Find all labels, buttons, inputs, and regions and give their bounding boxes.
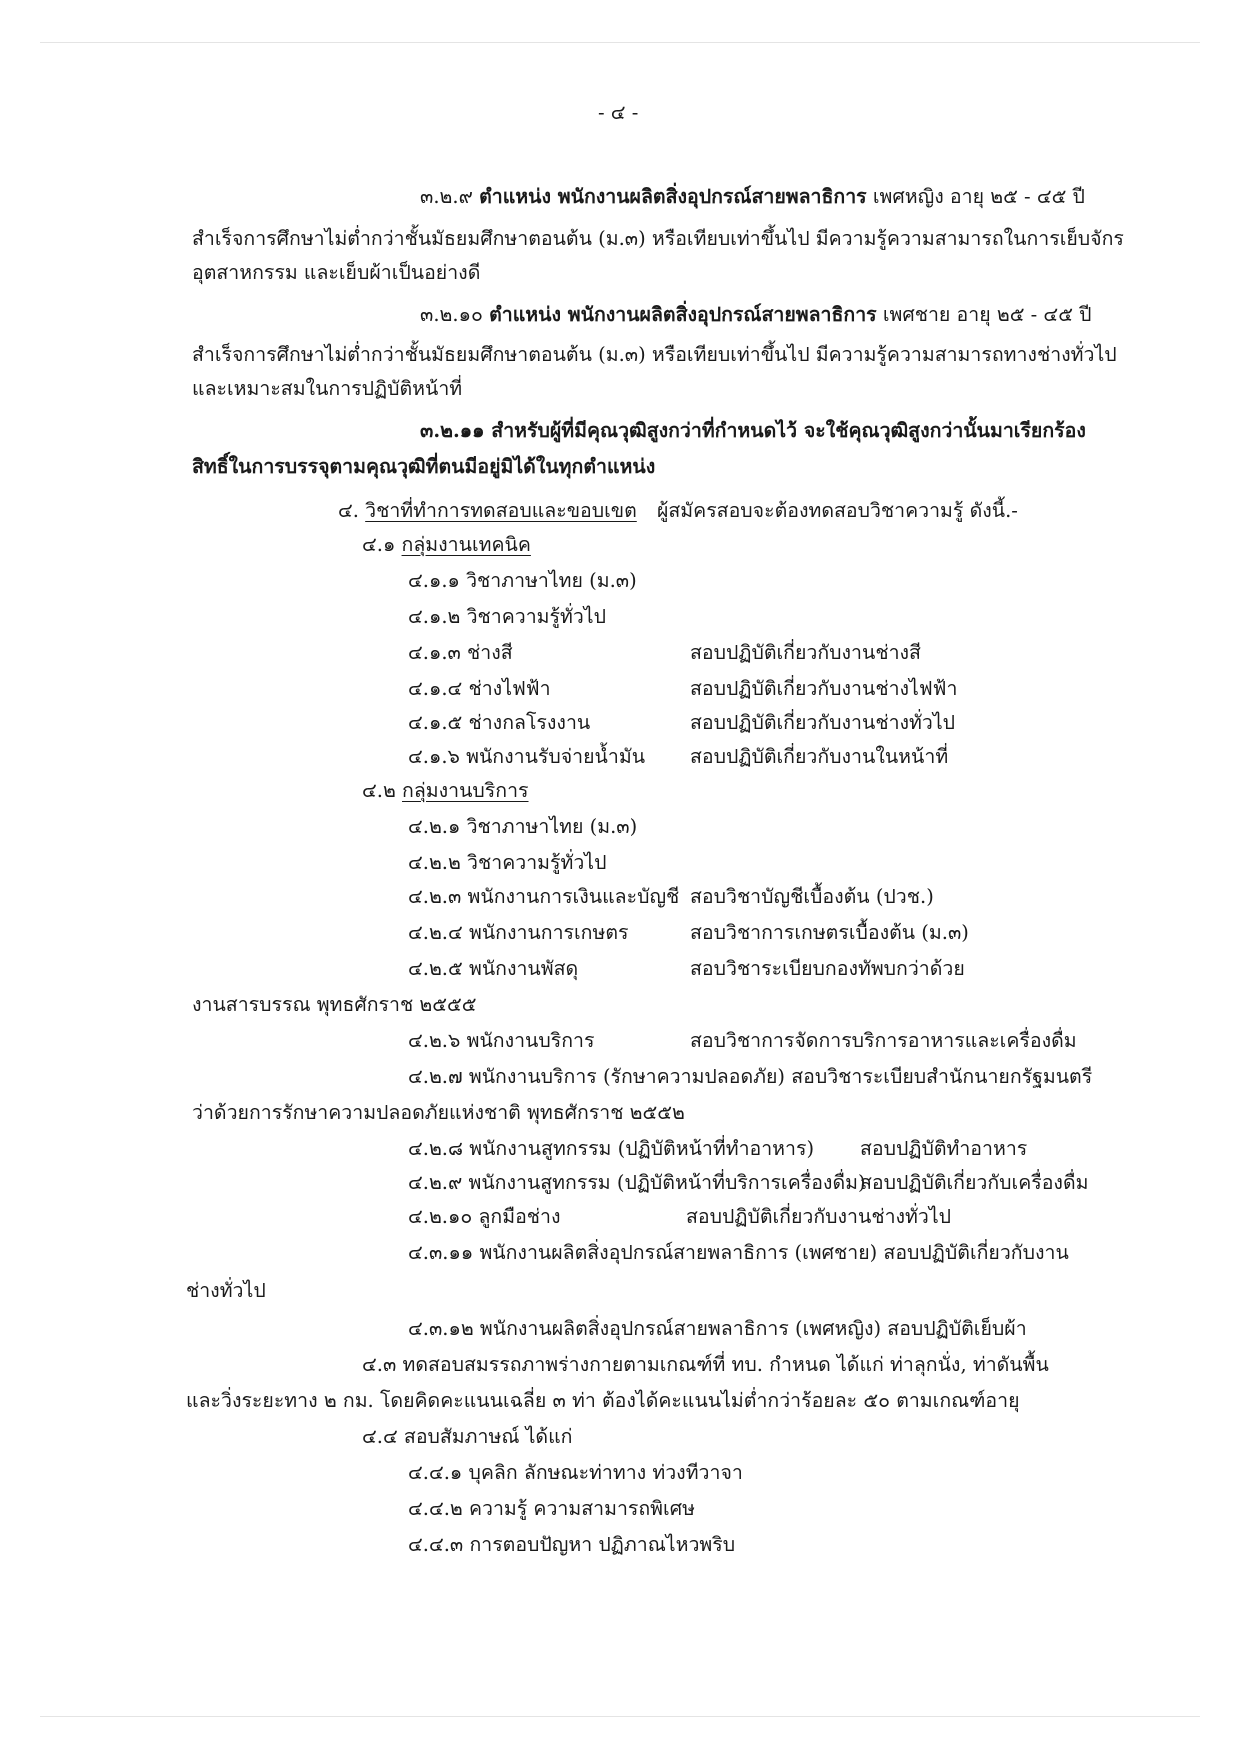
list-item: ๔.๒.๑ วิชาภาษาไทย (ม.๓) xyxy=(408,815,638,838)
section-3-2-10-line: และเหมาะสมในการปฏิบัติหน้าที่ xyxy=(192,377,463,400)
list-item: ๔.๒.๙ พนักงานสูทกรรม (ปฏิบัติหน้าที่บริการเครื่องดื่ม) xyxy=(408,1171,866,1194)
list-item-desc: สอบปฏิบัติเกี่ยวกับงานช่างไฟฟ้า xyxy=(690,677,958,700)
list-item: ๔.๑.๒ วิชาความรู้ทั่วไป xyxy=(408,605,606,628)
list-item: ๔.๑.๖ พนักงานรับจ่ายน้ำมัน xyxy=(408,745,646,768)
group-number: ๔.๑ xyxy=(362,533,396,556)
section-number: ๔. xyxy=(338,499,359,522)
list-item: ๔.๔.๓ การตอบปัญหา ปฏิภาณไหวพริบ xyxy=(408,1533,736,1556)
list-item: ๔.๓.๑๑ พนักงานผลิตสิ่งอุปกรณ์สายพลาธิการ (เพศชาย) สอบปฏิบัติเกี่ยวกับงาน xyxy=(408,1241,1069,1264)
list-item-desc: สอบปฏิบัติทำอาหาร xyxy=(860,1137,1028,1160)
section-3-2-10-line: สำเร็จการศึกษาไม่ต่ำกว่าชั้นมัธยมศึกษาตอนต้น (ม.๓) หรือเทียบเท่าขึ้นไป มีความรู้ความสามารถทางช่างทั่วไป xyxy=(192,343,1117,366)
group-4-2-heading xyxy=(362,776,529,806)
list-item-desc: สอบวิชาระเบียบกองทัพบกว่าด้วย xyxy=(690,957,965,980)
list-item-desc: สอบวิชาบัญชีเบื้องต้น (ปวช.) xyxy=(690,885,934,908)
list-item: ๔.๑.๓ ช่างสี xyxy=(408,641,513,664)
list-item: ๔.๒.๓ พนักงานการเงินและบัญชี xyxy=(408,885,680,908)
group-4-1-heading xyxy=(362,530,531,560)
list-item: ๔.๒.๘ พนักงานสูทกรรม (ปฏิบัติหน้าที่ทำอาหาร) xyxy=(408,1137,815,1160)
list-item: ๔.๔.๒ ความรู้ ความสามารถพิเศษ xyxy=(408,1497,695,1520)
section-4-4-heading: ๔.๔ สอบสัมภาษณ์ ได้แก่ xyxy=(362,1425,573,1448)
list-item-desc: สอบวิชาการเกษตรเบื้องต้น (ม.๓) xyxy=(690,921,969,944)
list-item: ๔.๒.๖ พนักงานบริการ xyxy=(408,1029,595,1052)
bottom-scan-edge xyxy=(40,1716,1200,1717)
list-item-desc: สอบปฏิบัติเกี่ยวกับงานช่างสี xyxy=(690,641,921,664)
section-3-2-9-line: อุตสาหกรรม และเย็บผ้าเป็นอย่างดี xyxy=(192,261,481,284)
list-item-desc: สอบปฏิบัติเกี่ยวกับงานช่างทั่วไป xyxy=(686,1205,952,1228)
section-intro: ผู้สมัครสอบจะต้องทดสอบวิชาความรู้ ดังนี้.- xyxy=(656,499,1018,522)
list-item: ๔.๑.๑ วิชาภาษาไทย (ม.๓) xyxy=(408,569,637,592)
position-requirement: เพศหญิง อายุ ๒๕ - ๔๕ ปี xyxy=(872,185,1085,208)
list-item: ๔.๔.๑ บุคลิก ลักษณะท่าทาง ท่วงทีวาจา xyxy=(408,1461,743,1484)
list-item: ๔.๒.๔ พนักงานการเกษตร xyxy=(408,921,629,944)
list-item: ๔.๓.๑๒ พนักงานผลิตสิ่งอุปกรณ์สายพลาธิการ (เพศหญิง) สอบปฏิบัติเย็บผ้า xyxy=(408,1317,1027,1340)
section-title: วิชาที่ทำการทดสอบและขอบเขต xyxy=(365,499,637,522)
page-number: - ๔ - xyxy=(598,101,639,124)
list-item-continuation: งานสารบรรณ พุทธศักราช ๒๕๕๕ xyxy=(192,993,477,1016)
top-scan-edge xyxy=(40,42,1200,43)
section-3-2-9-heading xyxy=(420,182,1085,212)
position-requirement: เพศชาย อายุ ๒๕ - ๔๕ ปี xyxy=(882,303,1092,326)
list-item-desc: สอบปฏิบัติเกี่ยวกับงานในหน้าที่ xyxy=(690,745,949,768)
position-title: ตำแหน่ง พนักงานผลิตสิ่งอุปกรณ์สายพลาธิการ xyxy=(489,303,877,326)
list-item-desc: สอบปฏิบัติเกี่ยวกับเครื่องดื่ม xyxy=(860,1171,1089,1194)
list-item: ๔.๑.๔ ช่างไฟฟ้า xyxy=(408,677,551,700)
position-title: ตำแหน่ง พนักงานผลิตสิ่งอุปกรณ์สายพลาธิการ xyxy=(479,185,867,208)
list-item-continuation: ช่างทั่วไป xyxy=(186,1279,266,1302)
section-3-2-11-line: สิทธิ์ในการบรรจุตามคุณวุฒิที่ตนมีอยู่มิได้ในทุกตำแหน่ง xyxy=(192,455,656,478)
group-number: ๔.๒ xyxy=(362,779,396,802)
list-item: ๔.๒.๒ วิชาความรู้ทั่วไป xyxy=(408,851,607,874)
list-item: ๔.๑.๕ ช่างกลโรงงาน xyxy=(408,711,591,734)
group-title: กลุ่มงานเทคนิค xyxy=(401,533,531,556)
section-number: ๓.๒.๙ xyxy=(420,185,473,208)
section-3-2-10-heading xyxy=(420,300,1092,330)
list-item: ๔.๒.๗ พนักงานบริการ (รักษาความปลอดภัย) สอบวิชาระเบียบสำนักนายกรัฐมนตรี xyxy=(408,1065,1093,1088)
section-4-heading xyxy=(338,496,1018,526)
list-item: ๔.๒.๑๐ ลูกมือช่าง xyxy=(408,1205,561,1228)
section-4-3-line: ๔.๓ ทดสอบสมรรถภาพร่างกายตามเกณฑ์ที่ ทบ. กำหนด ได้แก่ ท่าลุกนั่ง, ท่าดันพื้น xyxy=(362,1353,1049,1376)
list-item-continuation: ว่าด้วยการรักษาความปลอดภัยแห่งชาติ พุทธศักราช ๒๕๕๒ xyxy=(192,1101,685,1124)
section-4-3-line: และวิ่งระยะทาง ๒ กม. โดยคิดคะแนนเฉลี่ย ๓ ท่า ต้องได้คะแนนไม่ต่ำกว่าร้อยละ ๕๐ ตามเกณฑ์อายุ xyxy=(186,1389,1020,1412)
group-title: กลุ่มงานบริการ xyxy=(402,779,529,802)
list-item: ๔.๒.๕ พนักงานพัสดุ xyxy=(408,957,579,980)
section-number: ๓.๒.๑๐ xyxy=(420,303,483,326)
section-3-2-11-line: ๓.๒.๑๑ สำหรับผู้ที่มีคุณวุฒิสูงกว่าที่กำหนดไว้ จะใช้คุณวุฒิสูงกว่านั้นมาเรียกร้อง xyxy=(420,419,1086,442)
section-3-2-9-line: สำเร็จการศึกษาไม่ต่ำกว่าชั้นมัธยมศึกษาตอนต้น (ม.๓) หรือเทียบเท่าขึ้นไป มีความรู้ความสามารถในการเย็บจักร xyxy=(192,227,1124,250)
list-item-desc: สอบปฏิบัติเกี่ยวกับงานช่างทั่วไป xyxy=(690,711,956,734)
list-item-desc: สอบวิชาการจัดการบริการอาหารและเครื่องดื่ม xyxy=(690,1029,1077,1052)
